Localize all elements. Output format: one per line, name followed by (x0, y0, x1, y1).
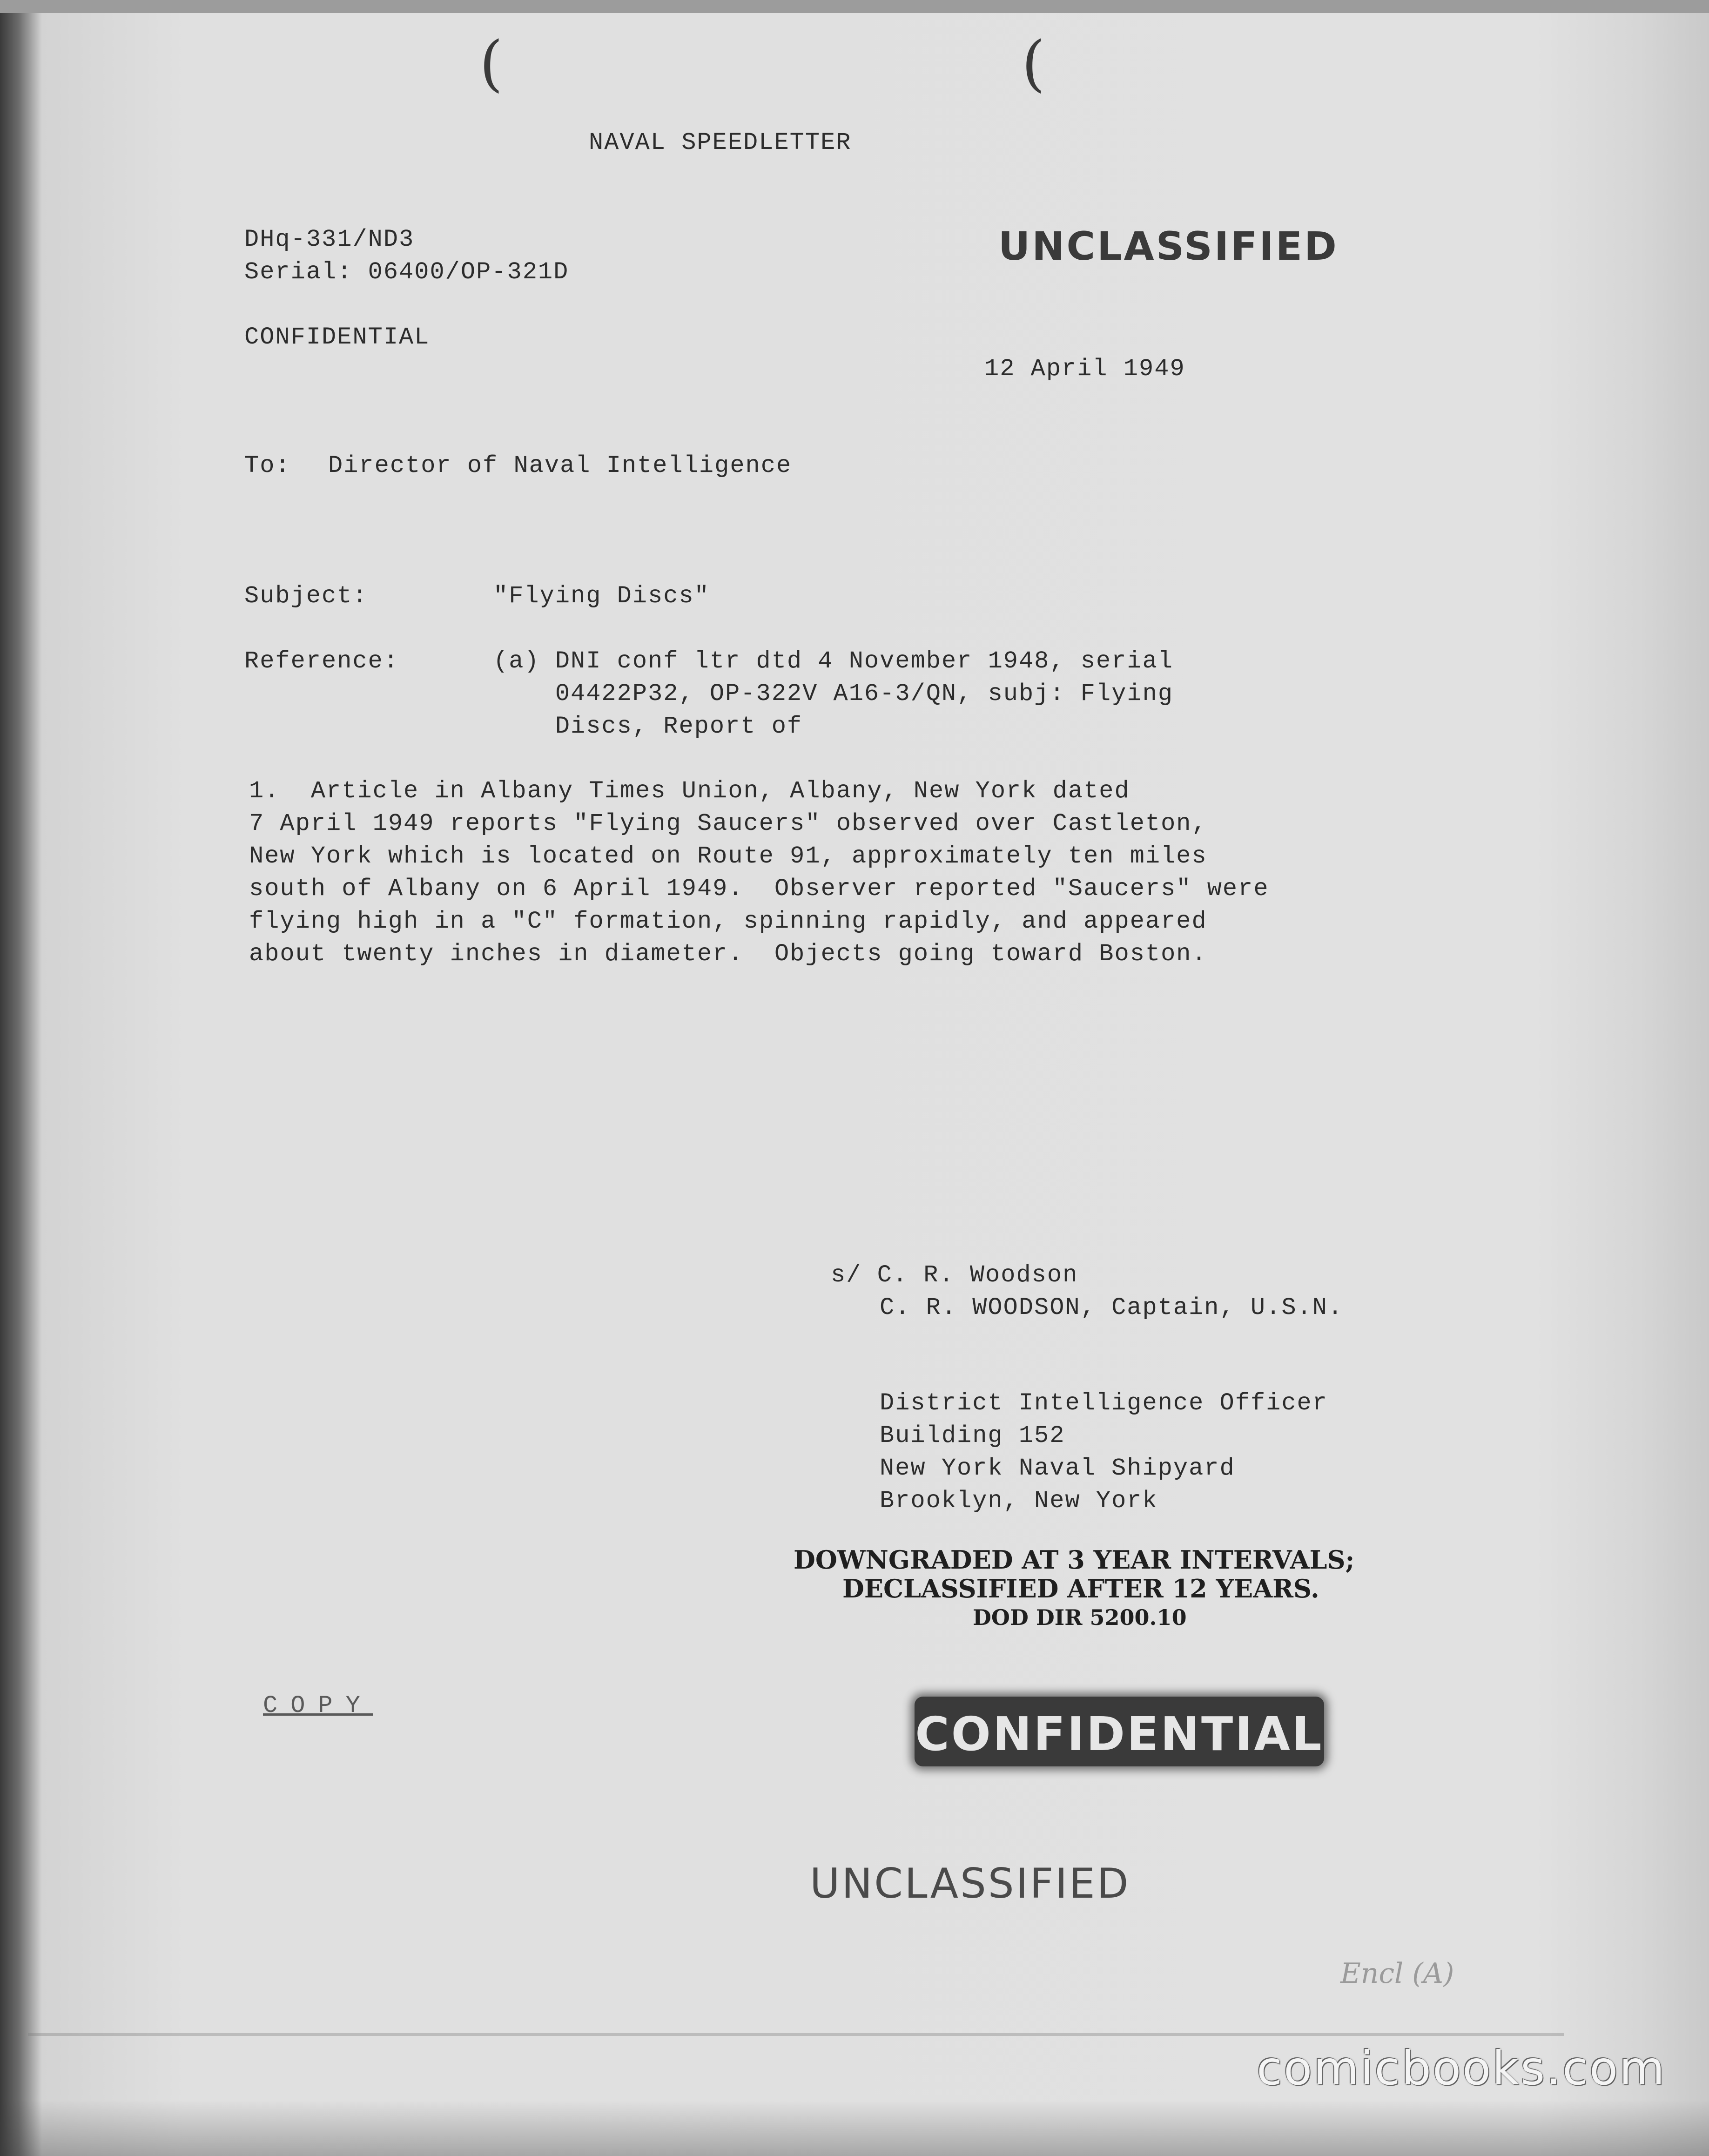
unclassified-stamp-bottom: UNCLASSIFIED (810, 1860, 1130, 1907)
signature-line: s/ C. R. Woodson (831, 1261, 1078, 1289)
body-line: 1. Article in Albany Times Union, Albany, New York dated (249, 777, 1130, 805)
address-line: New York Naval Shipyard (880, 1455, 1235, 1482)
serial-number: Serial: 06400/OP-321D (244, 258, 569, 286)
punch-mark-left: ( (479, 28, 503, 99)
scan-noise-line (28, 2033, 1564, 2036)
reference-line: (a) DNI conf ltr dtd 4 November 1948, serial (493, 647, 1174, 675)
confidential-stamp-text: CONFIDENTIAL (915, 1707, 1324, 1761)
site-watermark: comicbooks.com (1257, 2041, 1666, 2095)
unclassified-stamp-top: UNCLASSIFIED (998, 223, 1339, 269)
copy-mark: COPY (263, 1692, 373, 1719)
body-line: New York which is located on Route 91, approximately ten miles (249, 842, 1207, 870)
reference-label: Reference: (244, 647, 399, 675)
downgrade-stamp-line: DOD DIR 5200.10 (973, 1605, 1187, 1630)
address-line: Brooklyn, New York (880, 1487, 1158, 1515)
confidential-stamp (915, 1697, 1324, 1766)
enclosure-note: Encl (A) (1340, 1957, 1454, 1990)
file-code: DHq-331/ND3 (244, 226, 415, 253)
punch-mark-right: ( (1022, 28, 1045, 99)
letter-date: 12 April 1949 (984, 355, 1185, 383)
subject-label: Subject: (244, 582, 368, 610)
to-label: To: (244, 452, 291, 479)
to-recipient: Director of Naval Intelligence (328, 452, 792, 479)
body-line: about twenty inches in diameter. Objects going toward Boston. (249, 940, 1207, 968)
body-line: south of Albany on 6 April 1949. Observer reported "Saucers" were (249, 875, 1269, 903)
body-line: 7 April 1949 reports "Flying Saucers" observed over Castleton, (249, 810, 1207, 837)
signatory-name-title: C. R. WOODSON, Captain, U.S.N. (880, 1294, 1344, 1321)
reference-line: Discs, Report of (493, 713, 803, 740)
downgrade-stamp-line: DOWNGRADED AT 3 YEAR INTERVALS; (794, 1545, 1355, 1575)
document-title: NAVAL SPEEDLETTER (589, 129, 852, 156)
classification-heading: CONFIDENTIAL (244, 323, 430, 351)
reference-line: 04422P32, OP-322V A16-3/QN, subj: Flying (493, 680, 1174, 707)
address-line: Building 152 (880, 1422, 1065, 1449)
downgrade-stamp-line: DECLASSIFIED AFTER 12 YEARS. (842, 1574, 1319, 1604)
body-line: flying high in a "C" formation, spinning rapidly, and appeared (249, 908, 1207, 935)
address-line: District Intelligence Officer (880, 1389, 1328, 1417)
subject-value: "Flying Discs" (493, 582, 710, 610)
scan-top-edge (0, 0, 1709, 13)
